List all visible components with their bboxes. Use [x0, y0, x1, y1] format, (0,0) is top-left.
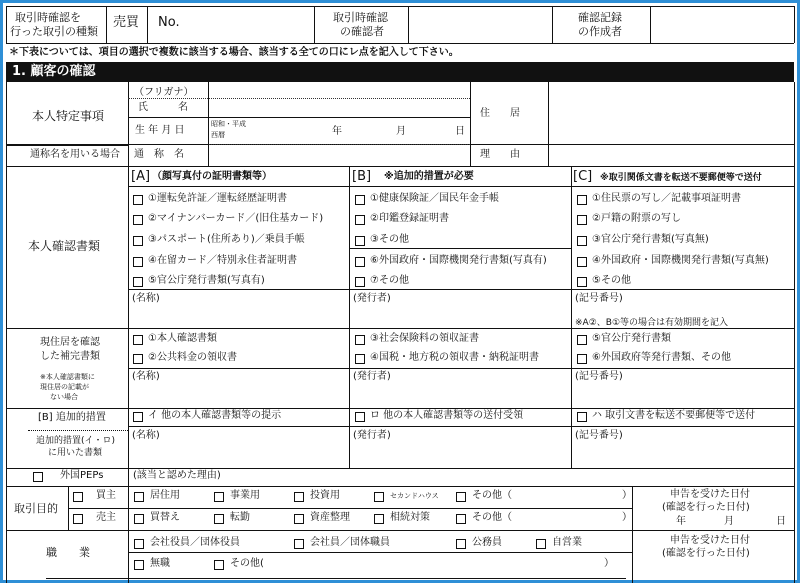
residence-label-1: 現住居を確認 [40, 337, 100, 348]
id-a-5-checkbox[interactable] [133, 277, 143, 287]
add-ro-checkbox[interactable] [355, 412, 365, 422]
additional-used-label-2: に用いた書類 [48, 448, 103, 458]
id-c-3-checkbox[interactable] [577, 236, 587, 246]
purpose-r1-4-checkbox[interactable] [374, 492, 384, 502]
record-creator-label-2: の作成者 [578, 25, 622, 38]
occ-3-checkbox[interactable] [456, 539, 466, 549]
col-b-head: [B] [352, 169, 372, 184]
res-kigou: (記号番号) [575, 371, 623, 382]
occ-date-label-2: (確認を行った日付) [662, 548, 750, 559]
id-a-5-label: ⑤官公庁発行書類(写真有) [148, 275, 265, 286]
id-b-6-label: ⑥外国政府・国際機関発行書類(写真有) [370, 255, 547, 266]
address-label: 住 居 [480, 108, 520, 119]
add-i-checkbox[interactable] [133, 412, 143, 422]
purpose-date-day: 日 [776, 516, 786, 527]
id-a-2-label: ②マイナンバーカード／(旧住基カード) [148, 213, 324, 224]
id-c-1-checkbox[interactable] [577, 195, 587, 205]
occ-5-checkbox[interactable] [134, 560, 144, 570]
id-b-1-label: ①健康保険証／国民年金手帳 [370, 193, 499, 204]
id-b-7-label: ⑦その他 [370, 275, 409, 286]
occupation-label: 職 業 [46, 546, 90, 559]
res-meishou: (名称) [132, 371, 160, 382]
purpose-r2-2-label: 転勤 [230, 512, 250, 523]
occ-4-label: 自営業 [552, 537, 582, 548]
col-a-head: [A] [131, 169, 151, 184]
birth-month: 月 [396, 126, 406, 137]
add-i-label: イ 他の本人確認書類等の提示 [148, 410, 282, 421]
purpose-date-label-1: 申告を受けた日付 [670, 489, 750, 500]
id-docs-kigou: (記号番号) [575, 293, 623, 304]
id-a-1-checkbox[interactable] [133, 195, 143, 205]
purpose-buy-label: 買主 [96, 490, 116, 501]
purpose-r1-2-checkbox[interactable] [214, 492, 224, 502]
occ-close: ） [604, 558, 614, 569]
id-b-1-checkbox[interactable] [355, 195, 365, 205]
era-label-1: 昭和・平成 [211, 120, 246, 128]
purpose-r1-3-label: 投資用 [310, 490, 340, 501]
additional-label: [B] 追加的措置 [38, 412, 106, 423]
purpose-r2-3-checkbox[interactable] [294, 514, 304, 524]
occ-3-label: 公務員 [472, 537, 502, 548]
purpose-r2-5-label: その他（ [472, 512, 512, 523]
id-b-3-label: ③その他 [370, 234, 409, 245]
id-b-6-checkbox[interactable] [355, 257, 365, 267]
res-hakkousha: (発行者) [353, 371, 391, 382]
id-c-3-label: ③官公庁発行書類(写真無) [592, 234, 709, 245]
header-bottom-line [6, 43, 794, 44]
instruction-note: ＊下表については、項目の選択で複数に該当する場合、該当する全ての口にレ点を記入して下さい。 [9, 47, 459, 58]
col-c-head: [C] [573, 169, 593, 184]
add-ha-label: ハ 取引文書を転送不要郵便等で送付 [592, 410, 756, 421]
id-c-5-label: ⑤その他 [592, 275, 631, 286]
tx-type-label-2: 行った取引の種類 [10, 25, 98, 38]
id-a-4-label: ④在留カード／特別永住者証明書 [148, 255, 297, 266]
tx-type-label-1: 取引時確認を [15, 11, 81, 24]
purpose-date-label-2: (確認を行った日付) [662, 502, 750, 513]
res-6-checkbox[interactable] [577, 354, 587, 364]
residence-note-2: 現住居の記載が [40, 383, 89, 391]
confirmer-label-1: 取引時確認 [333, 11, 388, 24]
no-label: No. [158, 15, 180, 30]
id-c-2-label: ②戸籍の附票の写し [592, 213, 681, 224]
purpose-date-year: 年 [676, 516, 686, 527]
record-creator-label-1: 確認記録 [578, 11, 622, 24]
alias-name-label: 通 称 名 [134, 149, 184, 160]
occ-date-label-1: 申告を受けた日付 [670, 535, 750, 546]
purpose-sell-label: 売主 [96, 512, 116, 523]
purpose-r1-5-checkbox[interactable] [456, 492, 466, 502]
res-6-label: ⑥外国政府等発行書類、その他 [592, 352, 731, 363]
purpose-r2-1-label: 買替え [150, 512, 180, 523]
residence-label-2: した補完書類 [40, 351, 100, 362]
res-1-label: ①本人確認書類 [148, 333, 217, 344]
occ-1-checkbox[interactable] [134, 539, 144, 549]
section-1-title: 1. 顧客の確認 [12, 64, 96, 79]
occ-1-label: 会社役員／団体役員 [150, 537, 240, 548]
residence-note-1: ※本人確認書類に [40, 373, 95, 381]
birth-label: 生 年 月 日 [135, 125, 185, 136]
id-a-4-checkbox[interactable] [133, 257, 143, 267]
add-meishou: (名称) [132, 430, 160, 441]
birth-day: 日 [455, 126, 465, 137]
res-5-label: ⑤官公庁発行書類 [592, 333, 671, 344]
res-5-checkbox[interactable] [577, 335, 587, 345]
id-b-3-checkbox[interactable] [355, 236, 365, 246]
name-label: 氏 名 [138, 102, 188, 113]
add-kigou: (記号番号) [575, 430, 623, 441]
col-a-title: （顔写真付の証明書類等） [152, 171, 272, 182]
col-b-title: ※追加的措置が必要 [384, 171, 474, 182]
occ-2-label: 会社員／団体職員 [310, 537, 390, 548]
id-c-4-label: ④外国政府・国際機関発行書類(写真無) [592, 255, 769, 266]
id-b-2-label: ②印鑑登録証明書 [370, 213, 449, 224]
add-ha-checkbox[interactable] [577, 412, 587, 422]
occ-6-label: その他( [230, 558, 264, 569]
id-c-5-checkbox[interactable] [577, 277, 587, 287]
furigana-label: （フリガナ） [134, 87, 194, 98]
purpose-r2-close: ） [622, 512, 632, 523]
purpose-r2-4-label: 相続対策 [390, 512, 430, 523]
purpose-date-month: 月 [724, 516, 734, 527]
occ-4-checkbox[interactable] [536, 539, 546, 549]
peps-checkbox[interactable] [33, 472, 43, 482]
birth-year: 年 [332, 126, 342, 137]
add-hakkousha: (発行者) [353, 430, 391, 441]
purpose-r1-1-checkbox[interactable] [134, 492, 144, 502]
header-top-line [6, 6, 794, 7]
res-3-label: ③社会保険料の領収証書 [370, 333, 479, 344]
res-1-checkbox[interactable] [133, 335, 143, 345]
purpose-label: 取引目的 [14, 502, 58, 515]
purpose-r2-1-checkbox[interactable] [134, 514, 144, 524]
purpose-r1-close: ） [622, 490, 632, 501]
id-a-3-checkbox[interactable] [133, 236, 143, 246]
res-3-checkbox[interactable] [355, 335, 365, 345]
occ-5-label: 無職 [150, 558, 170, 569]
res-4-checkbox[interactable] [355, 354, 365, 364]
validity-note: ※A②、B①等の場合は有効期間を記入 [575, 318, 729, 328]
purpose-r2-5-checkbox[interactable] [456, 514, 466, 524]
alias-label: 通称名を用いる場合 [30, 149, 120, 160]
id-docs-meishou: (名称) [132, 293, 160, 304]
id-c-4-checkbox[interactable] [577, 257, 587, 267]
id-c-1-label: ①住民票の写し／記載事項証明書 [592, 193, 741, 204]
identity-label: 本人特定事項 [32, 109, 105, 123]
section-1-bar [6, 62, 794, 82]
residence-note-3: ない場合 [50, 393, 78, 401]
purpose-r2-2-checkbox[interactable] [214, 514, 224, 524]
purpose-sell-checkbox[interactable] [73, 514, 83, 524]
purpose-r1-1-label: 居住用 [150, 490, 180, 501]
occ-6-checkbox[interactable] [214, 560, 224, 570]
tx-type-value: 売買 [113, 15, 140, 30]
id-b-7-checkbox[interactable] [355, 277, 365, 287]
id-b-2-checkbox[interactable] [355, 215, 365, 225]
col-c-title: ※取引関係文書を転送不要郵便等で送付 [600, 173, 762, 183]
purpose-r1-5-label: その他（ [472, 490, 512, 501]
additional-used-label-1: 追加的措置(イ・ロ) [36, 436, 116, 446]
id-c-2-checkbox[interactable] [577, 215, 587, 225]
purpose-r2-4-checkbox[interactable] [374, 514, 384, 524]
purpose-r1-2-label: 事業用 [230, 490, 260, 501]
peps-label: 外国PEPs [60, 470, 104, 481]
peps-reason: (該当と認めた理由) [133, 470, 221, 481]
alias-reason-label: 理 由 [480, 149, 520, 160]
add-ro-label: ロ 他の本人確認書類等の送付受領 [370, 410, 524, 421]
purpose-r1-3-checkbox[interactable] [294, 492, 304, 502]
purpose-r1-4-label: セカンドハウス [390, 492, 439, 500]
id-a-3-label: ③パスポート(住所あり)／乗員手帳 [148, 234, 305, 245]
res-2-checkbox[interactable] [133, 354, 143, 364]
res-4-label: ④国税・地方税の領収書・納税証明書 [370, 352, 539, 363]
id-a-2-checkbox[interactable] [133, 215, 143, 225]
occ-2-checkbox[interactable] [294, 539, 304, 549]
purpose-buy-checkbox[interactable] [73, 492, 83, 502]
res-2-label: ②公共料金の領収書 [148, 352, 237, 363]
era-label-2: 西暦 [211, 131, 225, 139]
id-a-1-label: ①運転免許証／運転経歴証明書 [148, 193, 287, 204]
confirmer-label-2: の確認者 [340, 25, 384, 38]
id-docs-hakkousha: (発行者) [353, 293, 391, 304]
purpose-r2-3-label: 資産整理 [310, 512, 350, 523]
id-docs-label: 本人確認書類 [28, 239, 101, 253]
